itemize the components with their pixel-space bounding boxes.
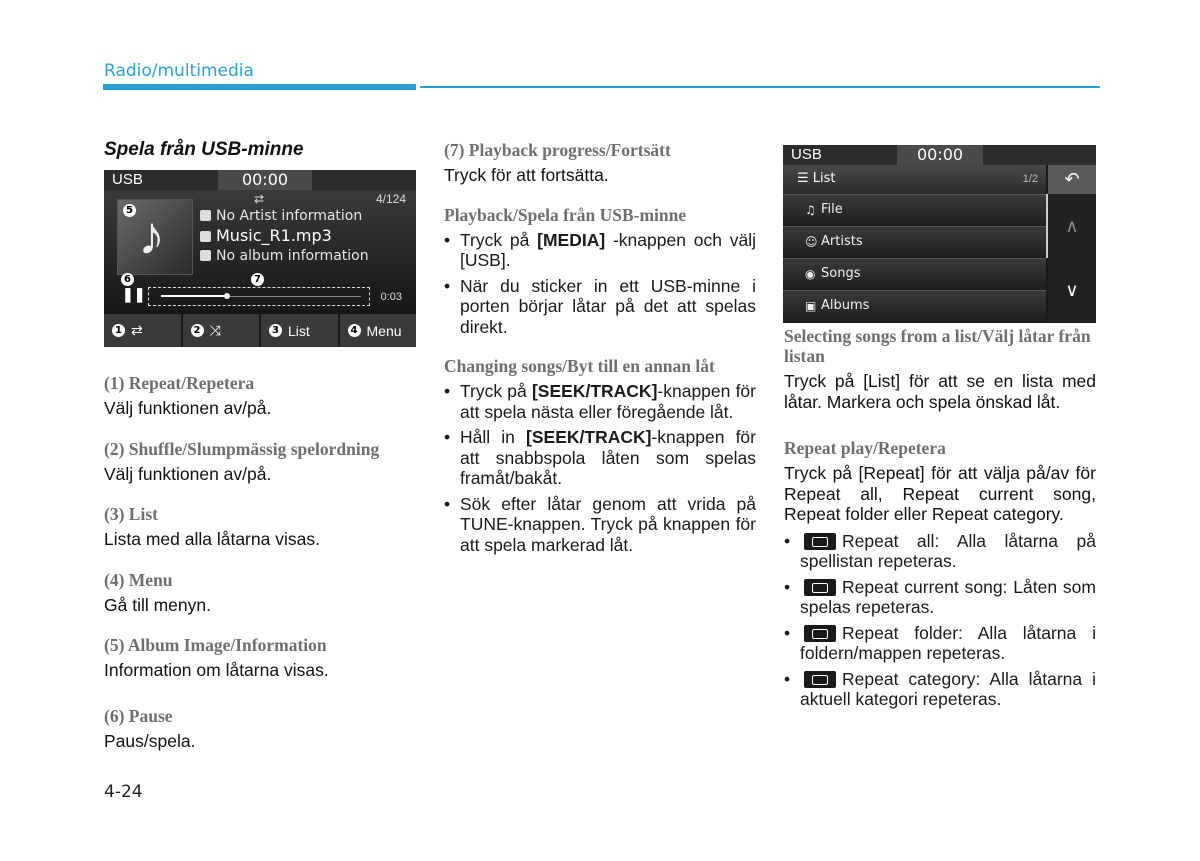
repeat-all-icon xyxy=(804,533,836,550)
list-item-songs[interactable] xyxy=(783,258,1046,290)
usb-player-screen xyxy=(104,170,416,347)
screen1-source-label: USB xyxy=(112,171,143,188)
row-label: Albums xyxy=(821,298,870,313)
text: Håll in xyxy=(460,427,515,447)
list-button[interactable] xyxy=(261,314,340,347)
item-heading: (2) Shuffle/Slumpmässig spelordning xyxy=(104,438,380,459)
item-text: Paus/spela. xyxy=(104,730,196,751)
text: -knappen för att snabbspola låten som spelas framåt/bakåt. xyxy=(460,427,756,488)
select-heading: Selecting songs from a list/Välj låtar från listan xyxy=(784,326,1091,366)
text: Repeat all: Alla låtarna på spellistan repeteras. xyxy=(800,530,1096,571)
albums-icon: ▣ xyxy=(805,299,817,313)
file-icon: ♫ xyxy=(805,203,816,217)
list-item-file[interactable] xyxy=(783,194,1046,226)
menu-button-label: Menu xyxy=(366,322,402,339)
artist-text: No Artist information xyxy=(216,208,363,224)
time-remaining: 0:03 xyxy=(380,291,402,303)
list-item xyxy=(784,669,1096,710)
screen1-clock: 00:00 xyxy=(218,170,312,190)
screen2-source-label: USB xyxy=(791,146,822,163)
list-button-label: List xyxy=(288,322,310,339)
menu-button[interactable] xyxy=(340,314,417,347)
list-item xyxy=(784,623,1096,664)
song-text: Music_R1.mp3 xyxy=(216,226,332,245)
album-icon xyxy=(200,250,211,261)
song-line xyxy=(200,226,332,245)
screen2-status-bar xyxy=(783,145,1096,165)
text: Repeat current song: Låten som spelas repeteras. xyxy=(800,576,1096,617)
item-text: Lista med alla låtarna visas. xyxy=(104,529,320,549)
repeat-button[interactable] xyxy=(104,314,183,347)
shuffle-button[interactable] xyxy=(183,314,262,347)
callout-4: 4 xyxy=(348,324,361,337)
select-text: Tryck på [List] för att se en lista med låtar. Markera och spela önskad låt. xyxy=(784,371,1096,412)
progress-fill xyxy=(161,295,227,297)
button-name: [SEEK/TRACK] xyxy=(531,381,658,401)
list-header-label: ☰ List xyxy=(797,171,836,186)
progress-heading: (7) Playback progress/Fortsätt xyxy=(444,140,671,160)
text: -knappen för att spela nästa eller föregående låt. xyxy=(460,381,756,422)
row-label: Songs xyxy=(821,266,861,281)
changing-list xyxy=(444,381,756,555)
list-title: List xyxy=(812,171,836,186)
songs-icon: ◉ xyxy=(805,267,816,281)
list-item xyxy=(784,531,1096,572)
text: Tryck på xyxy=(460,381,527,401)
col2 xyxy=(444,140,756,560)
row-label: File xyxy=(821,202,843,217)
track-count: 4/124 xyxy=(375,192,406,206)
item-heading: (6) Pause xyxy=(104,705,173,726)
item-text: Välj funktionen av/på. xyxy=(104,463,272,484)
row-label: Artists xyxy=(821,234,863,249)
pause-icon[interactable]: ❚❚ xyxy=(122,286,146,302)
text: Repeat category: Alla låtarna i aktuell kategori repeteras. xyxy=(800,668,1096,709)
scroll-down-icon[interactable]: ∨ xyxy=(1048,258,1096,322)
col1-title: Spela från USB-minne xyxy=(104,139,304,160)
changing-heading: Changing songs/Byt till en annan låt xyxy=(444,356,715,376)
artists-icon: ☺ xyxy=(805,235,818,249)
repeat-icon: ⇄ xyxy=(131,322,143,338)
header-rule-thick xyxy=(103,84,416,90)
callout-6: 6 xyxy=(121,273,134,286)
item-heading: (1) Repeat/Repetera xyxy=(104,373,255,393)
list-item xyxy=(784,577,1096,618)
col3 xyxy=(784,326,1096,715)
repeat-folder-icon xyxy=(804,625,836,642)
callout-2: 2 xyxy=(191,324,204,337)
repeat-list xyxy=(784,531,1096,710)
item-heading: (3) List xyxy=(104,504,158,524)
screen1-main xyxy=(104,190,416,314)
callout-1: 1 xyxy=(112,324,125,337)
repeat-status-icon: ⇄ xyxy=(254,192,265,206)
shuffle-icon: ⤨ xyxy=(209,322,221,338)
playback-heading: Playback/Spela från USB-minne xyxy=(444,204,687,225)
usb-list-screen xyxy=(783,145,1096,323)
item-text: Information om låtarna visas. xyxy=(104,660,329,680)
item-text: Välj funktionen av/på. xyxy=(104,398,272,418)
item-heading: (5) Album Image/Information xyxy=(104,635,327,655)
callout-3: 3 xyxy=(269,324,282,337)
list-item-albums[interactable] xyxy=(783,290,1046,322)
button-name: [MEDIA] xyxy=(537,229,606,250)
list-item xyxy=(444,381,756,422)
list-header xyxy=(783,165,1046,194)
repeat-song-icon xyxy=(804,579,836,596)
playback-list xyxy=(444,230,756,338)
list-item: • När du sticker in ett USB-minne i porten börjar låtar på det att spelas direkt. xyxy=(444,276,756,338)
repeat-heading: Repeat play/Repetera xyxy=(784,438,946,458)
progress-text: Tryck för att fortsätta. xyxy=(444,165,609,185)
music-note-icon: ♪ xyxy=(138,206,165,266)
list-item xyxy=(444,427,756,489)
screen2-clock: 00:00 xyxy=(897,145,983,165)
scroll-up-icon[interactable]: ∧ xyxy=(1048,194,1096,258)
page-indicator: 1/2 xyxy=(1022,173,1038,185)
text: Repeat folder: Alla låtarna i foldern/mappen repeteras. xyxy=(800,622,1096,663)
header-rule-thin xyxy=(420,86,1100,88)
list-item xyxy=(444,230,756,271)
button-name: [SEEK/TRACK] xyxy=(526,427,652,447)
list-item: • Sök efter låtar genom att vrida på TUNE-knappen. Tryck på knappen för att spela markerad låt. xyxy=(444,494,756,556)
col1-items xyxy=(104,373,416,751)
repeat-category-icon xyxy=(804,671,836,688)
screen1-status-bar xyxy=(104,170,416,190)
progress-handle[interactable] xyxy=(224,293,230,299)
callout-7: 7 xyxy=(251,273,264,286)
section-title: Radio/multimedia xyxy=(104,61,254,81)
artist-line xyxy=(200,208,362,224)
item-heading: (4) Menu xyxy=(104,569,173,590)
album-line xyxy=(200,248,369,264)
item-text: Gå till menyn. xyxy=(104,594,211,615)
back-icon[interactable]: ↶ xyxy=(1048,165,1096,194)
text: -knappen och välj [USB]. xyxy=(460,229,756,270)
repeat-text: Tryck på [Repeat] för att välja på/av för Repeat all, Repeat current song, Repeat folder eller Repeat category. xyxy=(784,463,1096,524)
artist-icon xyxy=(200,210,211,221)
text: Tryck på xyxy=(460,229,530,250)
callout-5: 5 xyxy=(123,204,136,217)
album-text: No album information xyxy=(216,248,369,264)
list-item-artists[interactable] xyxy=(783,226,1046,258)
playback-progress-bar[interactable] xyxy=(148,287,370,306)
page-number: 4-24 xyxy=(104,782,143,802)
screen1-button-bar xyxy=(104,314,416,347)
song-icon xyxy=(200,231,211,242)
